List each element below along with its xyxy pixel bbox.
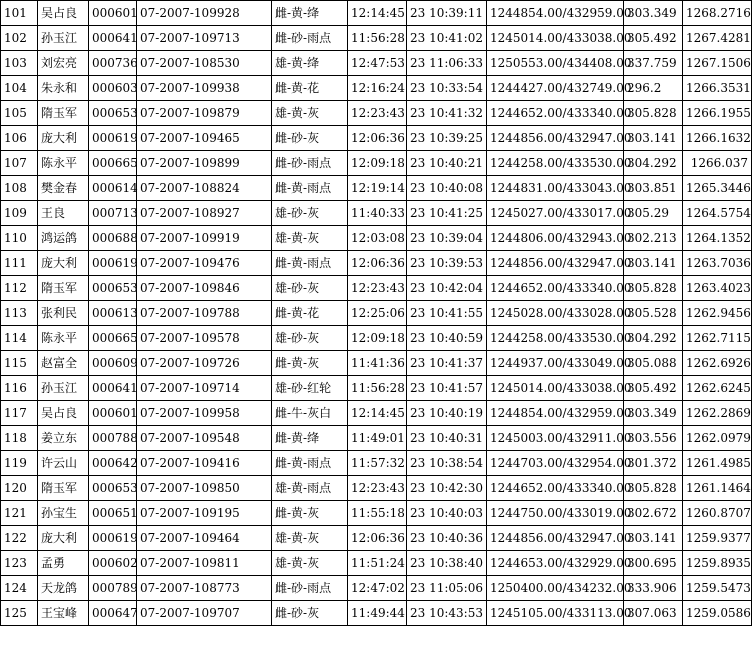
distance-cell: 305.492 [624,26,683,51]
speed-cell: 1266.1632 [683,126,752,151]
name-cell: 庞大利 [38,126,89,151]
distance-cell: 337.759 [624,51,683,76]
member-id-cell: 000603 [89,76,137,101]
table-row [1,501,752,526]
arrival-time-cell: 23 10:39:25 [407,126,487,151]
member-id-cell: 000665 [89,326,137,351]
release-time-cell: 12:47:53 [348,51,407,76]
color-cell: 雌-砂-雨点 [272,151,348,176]
arrival-time-cell: 23 10:38:54 [407,451,487,476]
coordinates-cell: 1245014.00/433038.00 [487,26,624,51]
rank-cell: 124 [1,576,38,601]
name-cell: 陈永平 [38,326,89,351]
member-id-cell: 000665 [89,151,137,176]
distance-cell: 305.828 [624,276,683,301]
coordinates-cell: 1245105.00/433113.00 [487,601,624,626]
member-id-cell: 000601 [89,401,137,426]
arrival-time-cell: 23 10:40:19 [407,401,487,426]
table-row [1,101,752,126]
arrival-time-cell: 23 10:40:08 [407,176,487,201]
name-cell: 孟勇 [38,551,89,576]
arrival-time-cell: 23 11:06:33 [407,51,487,76]
distance-cell: 302.213 [624,226,683,251]
member-id-cell: 000613 [89,301,137,326]
arrival-time-cell: 23 10:41:02 [407,26,487,51]
speed-cell: 1262.0979 [683,426,752,451]
table-row [1,601,752,626]
arrival-time-cell: 23 10:40:36 [407,526,487,551]
release-time-cell: 11:56:28 [348,26,407,51]
coordinates-cell: 1244854.00/432959.00 [487,401,624,426]
coordinates-cell: 1244856.00/432947.00 [487,526,624,551]
speed-cell: 1259.8935 [683,551,752,576]
arrival-time-cell: 23 10:40:31 [407,426,487,451]
name-cell: 孙玉江 [38,26,89,51]
member-id-cell: 000736 [89,51,137,76]
speed-cell: 1260.8707 [683,501,752,526]
ring-number-cell: 07-2007-109958 [137,401,272,426]
distance-cell: 303.349 [624,401,683,426]
color-cell: 雄-黄-灰 [272,551,348,576]
table-row [1,451,752,476]
release-time-cell: 11:41:36 [348,351,407,376]
release-time-cell: 12:06:36 [348,526,407,551]
arrival-time-cell: 23 10:40:03 [407,501,487,526]
release-time-cell: 11:49:44 [348,601,407,626]
name-cell: 张利民 [38,301,89,326]
name-cell: 赵富全 [38,351,89,376]
rank-cell: 106 [1,126,38,151]
rank-cell: 107 [1,151,38,176]
table-body [1,1,752,626]
coordinates-cell: 1245028.00/433028.00 [487,301,624,326]
arrival-time-cell: 23 10:41:55 [407,301,487,326]
release-time-cell: 12:06:36 [348,126,407,151]
distance-cell: 303.141 [624,526,683,551]
rank-cell: 116 [1,376,38,401]
table-row [1,476,752,501]
table-row [1,426,752,451]
name-cell: 王宝峰 [38,601,89,626]
ring-number-cell: 07-2007-109476 [137,251,272,276]
table-row [1,51,752,76]
speed-cell: 1259.5473 [683,576,752,601]
release-time-cell: 12:09:18 [348,151,407,176]
arrival-time-cell: 23 10:41:25 [407,201,487,226]
rank-cell: 112 [1,276,38,301]
release-time-cell: 12:25:06 [348,301,407,326]
coordinates-cell: 1244750.00/433019.00 [487,501,624,526]
color-cell: 雌-砂-灰 [272,601,348,626]
distance-cell: 305.528 [624,301,683,326]
color-cell: 雌-砂-雨点 [272,26,348,51]
speed-cell: 1262.2869 [683,401,752,426]
release-time-cell: 12:14:45 [348,1,407,26]
speed-cell: 1262.6926 [683,351,752,376]
rank-cell: 119 [1,451,38,476]
distance-cell: 303.141 [624,251,683,276]
name-cell: 许云山 [38,451,89,476]
name-cell: 隋玉军 [38,101,89,126]
distance-cell: 304.292 [624,326,683,351]
table-row [1,126,752,151]
ring-number-cell: 07-2007-109811 [137,551,272,576]
distance-cell: 305.828 [624,101,683,126]
arrival-time-cell: 23 10:39:53 [407,251,487,276]
table-row [1,576,752,601]
release-time-cell: 11:56:28 [348,376,407,401]
speed-cell: 1267.4281 [683,26,752,51]
member-id-cell: 000653 [89,276,137,301]
member-id-cell: 000641 [89,26,137,51]
speed-cell: 1268.2716 [683,1,752,26]
release-time-cell: 11:57:32 [348,451,407,476]
coordinates-cell: 1244937.00/433049.00 [487,351,624,376]
color-cell: 雌-黄-雨点 [272,251,348,276]
arrival-time-cell: 23 10:42:04 [407,276,487,301]
arrival-time-cell: 23 10:41:37 [407,351,487,376]
rank-cell: 123 [1,551,38,576]
ring-number-cell: 07-2007-108927 [137,201,272,226]
name-cell: 朱永和 [38,76,89,101]
color-cell: 雌-牛-灰白 [272,401,348,426]
distance-cell: 333.906 [624,576,683,601]
table-row [1,201,752,226]
coordinates-cell: 1244806.00/432943.00 [487,226,624,251]
coordinates-cell: 1245027.00/433017.00 [487,201,624,226]
release-time-cell: 11:40:33 [348,201,407,226]
ring-number-cell: 07-2007-109195 [137,501,272,526]
rank-cell: 102 [1,26,38,51]
distance-cell: 305.29 [624,201,683,226]
color-cell: 雄-黄-灰 [272,226,348,251]
distance-cell: 303.141 [624,126,683,151]
arrival-time-cell: 23 10:40:59 [407,326,487,351]
table-row [1,76,752,101]
release-time-cell: 12:23:43 [348,276,407,301]
coordinates-cell: 1245014.00/433038.00 [487,376,624,401]
name-cell: 孙宝生 [38,501,89,526]
coordinates-cell: 1250400.00/434232.00 [487,576,624,601]
distance-cell: 303.349 [624,1,683,26]
ring-number-cell: 07-2007-109416 [137,451,272,476]
release-time-cell: 12:47:02 [348,576,407,601]
distance-cell: 301.372 [624,451,683,476]
distance-cell: 305.828 [624,476,683,501]
table-row [1,551,752,576]
table-row [1,326,752,351]
name-cell: 孙玉江 [38,376,89,401]
release-time-cell: 12:06:36 [348,251,407,276]
member-id-cell: 000653 [89,476,137,501]
ring-number-cell: 07-2007-109846 [137,276,272,301]
rank-cell: 114 [1,326,38,351]
name-cell: 庞大利 [38,251,89,276]
color-cell: 雄-黄-灰 [272,526,348,551]
color-cell: 雄-砂-灰 [272,276,348,301]
rank-cell: 113 [1,301,38,326]
table-row [1,151,752,176]
rank-cell: 110 [1,226,38,251]
member-id-cell: 000651 [89,501,137,526]
coordinates-cell: 1244653.00/432929.00 [487,551,624,576]
name-cell: 庞大利 [38,526,89,551]
ring-number-cell: 07-2007-109899 [137,151,272,176]
color-cell: 雌-黄-灰 [272,351,348,376]
member-id-cell: 000641 [89,376,137,401]
speed-cell: 1266.1955 [683,101,752,126]
member-id-cell: 000619 [89,126,137,151]
rank-cell: 111 [1,251,38,276]
table-row [1,276,752,301]
name-cell: 樊金春 [38,176,89,201]
ring-number-cell: 07-2007-109714 [137,376,272,401]
coordinates-cell: 1244856.00/432947.00 [487,251,624,276]
coordinates-cell: 1244854.00/432959.00 [487,1,624,26]
rank-cell: 109 [1,201,38,226]
distance-cell: 307.063 [624,601,683,626]
member-id-cell: 000713 [89,201,137,226]
coordinates-cell: 1244703.00/432954.00 [487,451,624,476]
arrival-time-cell: 23 10:41:57 [407,376,487,401]
ring-number-cell: 07-2007-109713 [137,26,272,51]
member-id-cell: 000602 [89,551,137,576]
color-cell: 雄-砂-灰 [272,201,348,226]
color-cell: 雄-砂-红轮 [272,376,348,401]
release-time-cell: 12:16:24 [348,76,407,101]
arrival-time-cell: 23 10:41:32 [407,101,487,126]
member-id-cell: 000789 [89,576,137,601]
coordinates-cell: 1250553.00/434408.00 [487,51,624,76]
member-id-cell: 000642 [89,451,137,476]
table-row [1,401,752,426]
rank-cell: 122 [1,526,38,551]
release-time-cell: 12:23:43 [348,101,407,126]
speed-cell: 1263.7036 [683,251,752,276]
distance-cell: 303.556 [624,426,683,451]
distance-cell: 304.292 [624,151,683,176]
color-cell: 雌-砂-灰 [272,126,348,151]
name-cell: 隋玉军 [38,276,89,301]
ring-number-cell: 07-2007-109578 [137,326,272,351]
ring-number-cell: 07-2007-109465 [137,126,272,151]
coordinates-cell: 1244652.00/433340.00 [487,101,624,126]
rank-cell: 103 [1,51,38,76]
rank-cell: 115 [1,351,38,376]
ring-number-cell: 07-2007-109938 [137,76,272,101]
table-row [1,376,752,401]
arrival-time-cell: 23 10:33:54 [407,76,487,101]
ring-number-cell: 07-2007-109928 [137,1,272,26]
rank-cell: 121 [1,501,38,526]
color-cell: 雄-黄-雨点 [272,476,348,501]
ring-number-cell: 07-2007-108824 [137,176,272,201]
name-cell: 吴占良 [38,1,89,26]
arrival-time-cell: 23 11:05:06 [407,576,487,601]
table-row [1,351,752,376]
table-row [1,301,752,326]
speed-cell: 1259.9377 [683,526,752,551]
arrival-time-cell: 23 10:43:53 [407,601,487,626]
distance-cell: 300.695 [624,551,683,576]
speed-cell: 1264.1352 [683,226,752,251]
coordinates-cell: 1244856.00/432947.00 [487,126,624,151]
table-row [1,26,752,51]
color-cell: 雄-黄-绛 [272,51,348,76]
member-id-cell: 000788 [89,426,137,451]
color-cell: 雄-黄-灰 [272,101,348,126]
name-cell: 陈永平 [38,151,89,176]
speed-cell: 1261.1464 [683,476,752,501]
release-time-cell: 12:19:14 [348,176,407,201]
ring-number-cell: 07-2007-109707 [137,601,272,626]
ring-number-cell: 07-2007-108530 [137,51,272,76]
color-cell: 雌-砂-雨点 [272,576,348,601]
color-cell: 雌-黄-雨点 [272,451,348,476]
release-time-cell: 11:49:01 [348,426,407,451]
color-cell: 雌-黄-灰 [272,501,348,526]
table-row [1,526,752,551]
distance-cell: 302.672 [624,501,683,526]
speed-cell: 1262.7115 [683,326,752,351]
coordinates-cell: 1244258.00/433530.00 [487,326,624,351]
color-cell: 雄-砂-灰 [272,326,348,351]
member-id-cell: 000619 [89,251,137,276]
ring-number-cell: 07-2007-109548 [137,426,272,451]
coordinates-cell: 1244652.00/433340.00 [487,476,624,501]
ring-number-cell: 07-2007-108773 [137,576,272,601]
arrival-time-cell: 23 10:42:30 [407,476,487,501]
rank-cell: 108 [1,176,38,201]
color-cell: 雌-黄-雨点 [272,176,348,201]
release-time-cell: 12:09:18 [348,326,407,351]
speed-cell: 1267.1506 [683,51,752,76]
coordinates-cell: 1244831.00/433043.00 [487,176,624,201]
release-time-cell: 12:03:08 [348,226,407,251]
coordinates-cell: 1244258.00/433530.00 [487,151,624,176]
rank-cell: 118 [1,426,38,451]
rank-cell: 120 [1,476,38,501]
speed-cell: 1265.3446 [683,176,752,201]
speed-cell: 1266.3531 [683,76,752,101]
arrival-time-cell: 23 10:38:40 [407,551,487,576]
member-id-cell: 000653 [89,101,137,126]
name-cell: 隋玉军 [38,476,89,501]
distance-cell: 305.492 [624,376,683,401]
speed-cell: 1259.0586 [683,601,752,626]
rank-cell: 125 [1,601,38,626]
name-cell: 吴占良 [38,401,89,426]
arrival-time-cell: 23 10:39:04 [407,226,487,251]
rank-cell: 104 [1,76,38,101]
release-time-cell: 11:55:18 [348,501,407,526]
color-cell: 雌-黄-绛 [272,1,348,26]
distance-cell: 305.088 [624,351,683,376]
color-cell: 雌-黄-花 [272,301,348,326]
release-time-cell: 11:51:24 [348,551,407,576]
speed-cell: 1261.4985 [683,451,752,476]
speed-cell: 1264.5754 [683,201,752,226]
member-id-cell: 000601 [89,1,137,26]
rank-cell: 117 [1,401,38,426]
member-id-cell: 000647 [89,601,137,626]
ring-number-cell: 07-2007-109879 [137,101,272,126]
ring-number-cell: 07-2007-109788 [137,301,272,326]
arrival-time-cell: 23 10:39:11 [407,1,487,26]
distance-cell: 296.2 [624,76,683,101]
release-time-cell: 12:14:45 [348,401,407,426]
ring-number-cell: 07-2007-109850 [137,476,272,501]
rank-cell: 105 [1,101,38,126]
speed-cell: 1262.6245 [683,376,752,401]
member-id-cell: 000619 [89,526,137,551]
coordinates-cell: 1245003.00/432911.00 [487,426,624,451]
rank-cell: 101 [1,1,38,26]
name-cell: 天龙鸽 [38,576,89,601]
speed-cell: 1262.9456 [683,301,752,326]
release-time-cell: 12:23:43 [348,476,407,501]
table-row [1,226,752,251]
arrival-time-cell: 23 10:40:21 [407,151,487,176]
coordinates-cell: 1244652.00/433340.00 [487,276,624,301]
speed-cell: 1266.037 [683,151,752,176]
member-id-cell: 000614 [89,176,137,201]
speed-cell: 1263.4023 [683,276,752,301]
table-row [1,176,752,201]
ring-number-cell: 07-2007-109464 [137,526,272,551]
table-row [1,1,752,26]
color-cell: 雌-黄-花 [272,76,348,101]
color-cell: 雌-黄-绛 [272,426,348,451]
ring-number-cell: 07-2007-109726 [137,351,272,376]
ring-number-cell: 07-2007-109919 [137,226,272,251]
name-cell: 王良 [38,201,89,226]
name-cell: 姜立东 [38,426,89,451]
member-id-cell: 000688 [89,226,137,251]
coordinates-cell: 1244427.00/432749.00 [487,76,624,101]
name-cell: 刘宏亮 [38,51,89,76]
distance-cell: 303.851 [624,176,683,201]
table-row [1,251,752,276]
name-cell: 鸿运鸽 [38,226,89,251]
member-id-cell: 000609 [89,351,137,376]
